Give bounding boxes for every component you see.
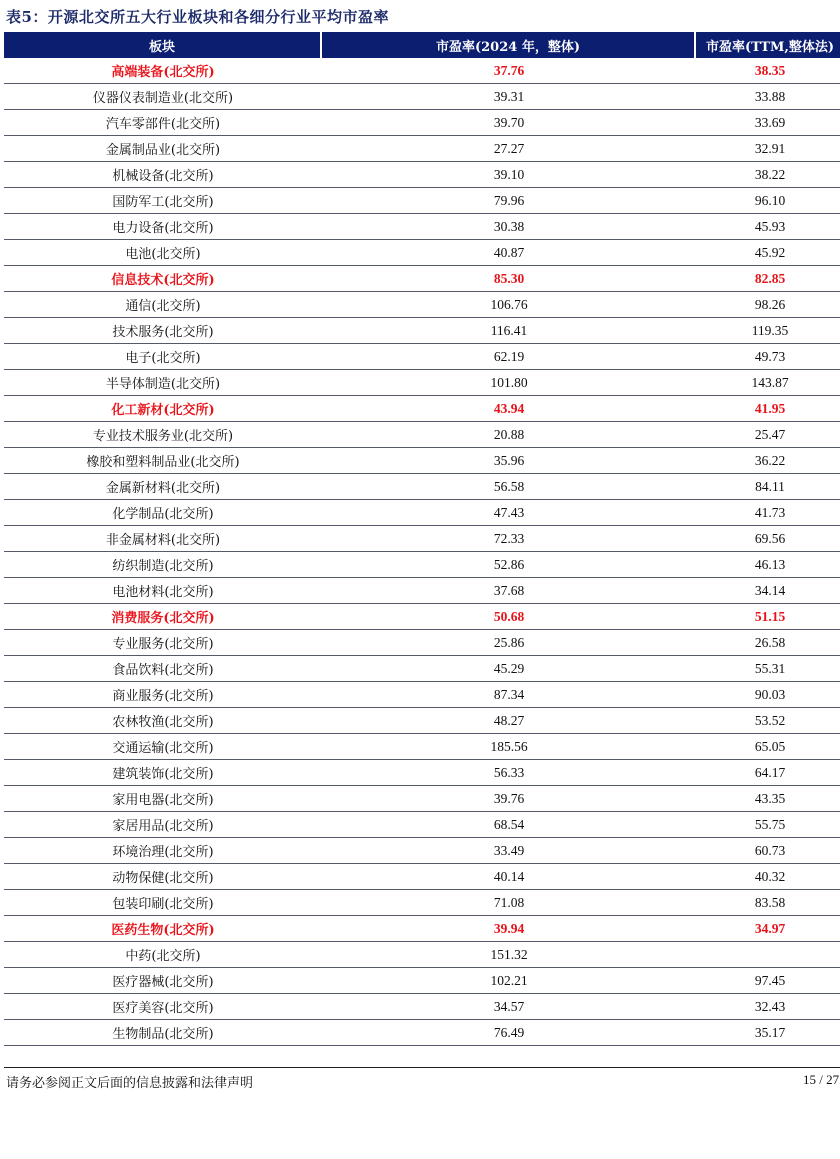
table-row [4,292,840,318]
pe-ttm-value: 51.15 [754,608,786,624]
industry-name: 电池材料(北交所) [112,585,214,600]
industry-name: 金属制品业(北交所) [105,143,221,158]
sector-row [4,58,840,84]
pe-2024-value: 20.88 [493,426,525,442]
industry-name: 汽车零部件(北交所) [105,117,221,132]
pe-2024-value: 101.80 [490,374,528,390]
table-row [4,864,840,890]
pe-2024-value: 151.32 [490,946,528,962]
pe-ttm-value: 34.97 [754,920,786,936]
table-row [4,500,840,526]
sector-row [4,266,840,292]
table-row [4,344,840,370]
industry-name: 化工新材(北交所) [111,403,215,418]
pe-2024-value: 76.49 [493,1024,525,1040]
pe-2024-value: 33.49 [493,842,525,858]
table-row [4,786,840,812]
table-row [4,370,840,396]
pe-ttm-value: 46.13 [754,556,786,572]
table-row [4,994,840,1020]
pe-2024-value: 102.21 [490,972,528,988]
table-row [4,214,840,240]
pe-2024-value: 79.96 [493,192,525,208]
pe-ttm-value: 69.56 [754,530,786,546]
table-row [4,656,840,682]
pe-ttm-value: 40.32 [754,868,786,884]
table-row [4,526,840,552]
table-row [4,474,840,500]
industry-name: 电子(北交所) [125,351,201,366]
table-row [4,136,840,162]
footer-divider [4,1067,840,1068]
pe-ttm-value: 53.52 [754,712,786,728]
industry-name: 信息技术(北交所) [111,273,215,288]
pe-ttm-value: 26.58 [754,634,786,650]
pe-ttm-value: 33.88 [754,88,786,104]
industry-name: 交通运输(北交所) [112,741,214,756]
industry-name: 医疗器械(北交所) [112,975,214,990]
pe-2024-value: 85.30 [493,270,525,286]
sector-row [4,604,840,630]
industry-name: 食品饮料(北交所) [112,663,214,678]
pe-ttm-value: 65.05 [754,738,786,754]
industry-name: 橡胶和塑料制品业(北交所) [86,455,240,470]
industry-name: 通信(北交所) [125,299,201,314]
industry-name: 商业服务(北交所) [112,689,214,704]
industry-name: 中药(北交所) [125,949,201,964]
industry-name: 医药生物(北交所) [111,923,215,938]
pe-2024-value: 27.27 [493,140,525,156]
industry-name: 机械设备(北交所) [112,169,214,184]
pe-2024-value: 43.94 [493,400,525,416]
header-sector: 板块 [4,32,322,58]
table-row [4,110,840,136]
footer-disclaimer: 请务必参阅正文后面的信息披露和法律声明 [6,1076,254,1091]
pe-2024-value: 39.70 [493,114,525,130]
pe-2024-value: 40.87 [493,244,525,260]
pe-ttm-value: 25.47 [754,426,786,442]
industry-name: 建筑装饰(北交所) [112,767,214,782]
pe-2024-value: 62.19 [493,348,525,364]
pe-ttm-value: 45.93 [754,218,786,234]
table-row [4,942,840,968]
pe-2024-value: 45.29 [493,660,525,676]
pe-2024-value: 47.43 [493,504,525,520]
table-row [4,240,840,266]
pe-2024-value: 40.14 [493,868,525,884]
pe-2024-value: 56.33 [493,764,525,780]
pe-ttm-value: 143.87 [751,374,789,390]
pe-ttm-value: 38.35 [754,62,786,78]
table-row [4,448,840,474]
table-row [4,812,840,838]
table-row [4,578,840,604]
pe-ratio-table [4,32,840,1046]
sector-row [4,396,840,422]
pe-ttm-value: 90.03 [754,686,786,702]
sector-row [4,916,840,942]
pe-ttm-value: 97.45 [754,972,786,988]
table-row [4,968,840,994]
pe-2024-value: 39.10 [493,166,525,182]
table-title: 表5：开源北交所五大行业板块和各细分行业平均市盈率 [6,8,389,26]
pe-ttm-value: 35.17 [754,1024,786,1040]
table-row [4,1020,840,1046]
pe-2024-value: 52.86 [493,556,525,572]
table-row [4,422,840,448]
pe-2024-value: 34.57 [493,998,525,1014]
table-row [4,162,840,188]
pe-2024-value: 185.56 [490,738,528,754]
pe-2024-value: 37.76 [493,62,525,78]
pe-ttm-value: 36.22 [754,452,786,468]
industry-name: 专业服务(北交所) [112,637,214,652]
industry-name: 技术服务(北交所) [112,325,214,340]
pe-ttm-value: 64.17 [754,764,786,780]
industry-name: 半导体制造(北交所) [105,377,221,392]
pe-ttm-value: 33.69 [754,114,786,130]
pe-2024-value: 30.38 [493,218,525,234]
pe-ttm-value: 55.75 [754,816,786,832]
industry-name: 电力设备(北交所) [112,221,214,236]
pe-ttm-value: 83.58 [754,894,786,910]
industry-name: 非金属材料(北交所) [105,533,221,548]
pe-2024-value: 25.86 [493,634,525,650]
industry-name: 生物制品(北交所) [112,1027,214,1042]
pe-2024-value: 50.68 [493,608,525,624]
pe-ttm-value: 38.22 [754,166,786,182]
pe-ttm-value: 96.10 [754,192,786,208]
industry-name: 医疗美容(北交所) [112,1001,214,1016]
pe-ttm-value: 84.11 [755,478,785,494]
pe-ttm-value: 98.26 [754,296,786,312]
pe-ttm-value: 34.14 [754,582,786,598]
pe-2024-value: 35.96 [493,452,525,468]
industry-name: 专业技术服务业(北交所) [92,429,234,444]
industry-name: 家用电器(北交所) [112,793,214,808]
pe-2024-value: 39.76 [493,790,525,806]
pe-ttm-value: 55.31 [754,660,786,676]
pe-ttm-value: 43.35 [754,790,786,806]
table-row [4,630,840,656]
industry-name: 消费服务(北交所) [111,611,215,626]
table-row [4,552,840,578]
pe-2024-value: 48.27 [493,712,525,728]
pe-ttm-value: 60.73 [754,842,786,858]
pe-ttm-value: 45.92 [754,244,786,260]
table-row [4,84,840,110]
industry-name: 农林牧渔(北交所) [112,715,214,730]
industry-name: 家居用品(北交所) [112,819,214,834]
pe-2024-value: 87.34 [493,686,525,702]
table-header [4,32,840,58]
table-row [4,890,840,916]
pe-ttm-value: 49.73 [754,348,786,364]
pe-ttm-value: 119.35 [751,322,789,338]
pe-2024-value: 39.31 [493,88,525,104]
table-row [4,188,840,214]
industry-name: 环境治理(北交所) [112,845,214,860]
industry-name: 化学制品(北交所) [112,507,214,522]
pe-ttm-value [696,942,840,967]
table-row [4,734,840,760]
table-row [4,318,840,344]
industry-name: 动物保健(北交所) [112,871,214,886]
industry-name: 国防军工(北交所) [112,195,214,210]
pe-2024-value: 37.68 [493,582,525,598]
pe-2024-value: 68.54 [493,816,525,832]
table-body [4,58,840,1046]
pe-2024-value: 71.08 [493,894,525,910]
industry-name: 电池(北交所) [125,247,201,262]
table-row [4,682,840,708]
pe-ttm-value: 82.85 [754,270,786,286]
pe-2024-value: 116.41 [490,322,528,338]
table-row [4,708,840,734]
pe-ttm-value: 41.95 [754,400,786,416]
industry-name: 高端装备(北交所) [111,65,215,80]
header-pe-2024: 市盈率(2024 年，整体) [322,32,696,58]
table-row [4,838,840,864]
pe-2024-value: 72.33 [493,530,525,546]
industry-name: 包装印刷(北交所) [112,897,214,912]
industry-name: 纺织制造(北交所) [112,559,214,574]
pe-ttm-value: 32.43 [754,998,786,1014]
header-pe-ttm: 市盈率(TTM,整体法) [696,32,840,58]
page-number: 15 / 27 [803,1072,840,1087]
industry-name: 金属新材料(北交所) [105,481,221,496]
pe-2024-value: 56.58 [493,478,525,494]
pe-ttm-value: 32.91 [754,140,786,156]
pe-2024-value: 106.76 [490,296,528,312]
pe-ttm-value: 41.73 [754,504,786,520]
pe-2024-value: 39.94 [493,920,525,936]
industry-name: 仪器仪表制造业(北交所) [92,91,234,106]
table-row [4,760,840,786]
